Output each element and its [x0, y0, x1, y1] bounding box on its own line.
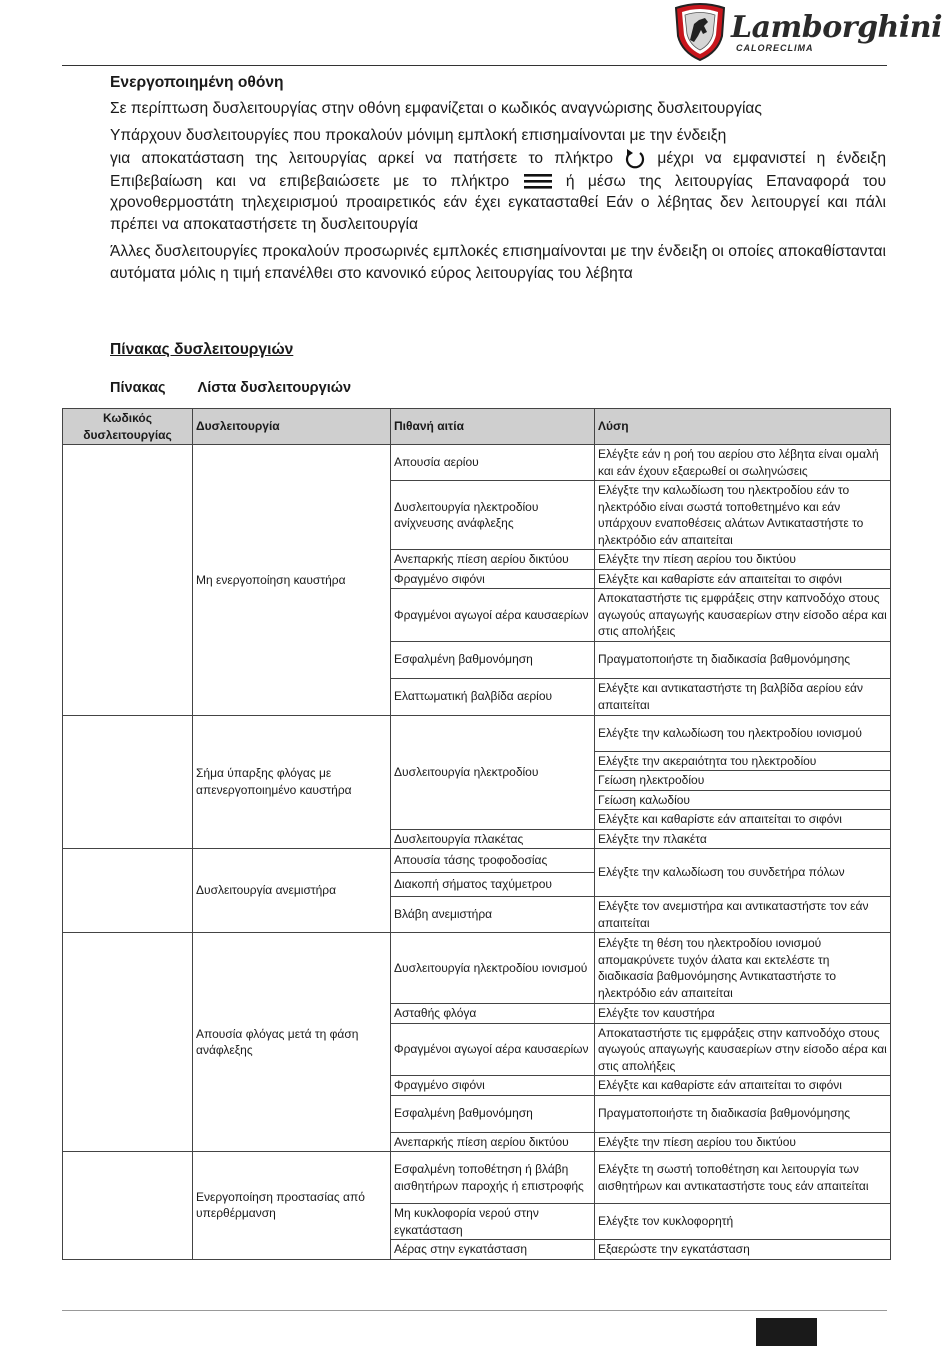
- cause-cell: Απουσία τάσης τροφοδοσίας: [391, 849, 595, 873]
- solution-cell: Ελέγξτε και αντικαταστήστε τη βαλβίδα αερίου εάν απαιτείται: [595, 678, 891, 715]
- table-caption: [110, 380, 383, 396]
- cause-cell: Φραγμένοι αγωγοί αέρα καυσαερίων: [391, 589, 595, 642]
- fault-cell: Δυσλειτουργία ανεμιστήρα: [193, 849, 391, 933]
- cause-cell: Ελαττωματική βαλβίδα αερίου: [391, 678, 595, 715]
- brand-sub: CALORECLIMA: [736, 43, 814, 53]
- fault-code-cell: [63, 933, 193, 1152]
- table-caption-label: Πίνακας: [110, 380, 166, 396]
- cause-cell: Ανεπαρκής πίεση αερίου δικτύου: [391, 1132, 595, 1152]
- solution-cell: Αποκαταστήστε τις εμφράξεις στην καπνοδόχο στους αγωγούς απαγωγής καυσαερίων στην είσοδο αέρα και στις απολήξεις: [595, 1023, 891, 1076]
- header-code: Κωδικός δυσλειτουργίας: [63, 409, 193, 445]
- solution-cell: Αποκαταστήστε τις εμφράξεις στην καπνοδόχο στους αγωγούς απαγωγής καυσαερίων στην είσοδο αέρα και στις απολήξεις: [595, 589, 891, 642]
- table-row: [63, 849, 891, 873]
- intro-p2-a: Υπάρχουν δυσλειτουργίες που προκαλούν μόνιμη εμπλοκή επισημαίνονται με την ένδειξη: [110, 127, 727, 144]
- cause-cell: Φραγμένο σιφόνι: [391, 569, 595, 589]
- page-number-box: [756, 1318, 817, 1346]
- solution-cell: Ελέγξτε τον κυκλοφορητή: [595, 1204, 891, 1240]
- cause-cell: Μη κυκλοφορία νερού στην εγκατάσταση: [391, 1204, 595, 1240]
- lamborghini-shield-icon: [672, 2, 728, 62]
- intro-section: [110, 72, 886, 290]
- cause-cell: Δυσλειτουργία ηλεκτροδίου: [391, 715, 595, 829]
- table-row: [63, 715, 891, 751]
- fault-cell: Ενεργοποίηση προστασίας από υπερθέρμανση: [193, 1152, 391, 1260]
- fault-code-cell: [63, 715, 193, 849]
- intro-paragraph-2: [110, 125, 886, 235]
- solution-cell: Ελέγξτε την πίεση αερίου του δικτύου: [595, 550, 891, 570]
- cause-cell: Αέρας στην εγκατάσταση: [391, 1240, 595, 1260]
- header-solution: Λύση: [595, 409, 891, 445]
- cause-cell: Δυσλειτουργία ηλεκτροδίου ανίχνευσης ανάφλεξης: [391, 481, 595, 550]
- solution-cell: Πραγματοποιήστε τη διαδικασία βαθμονόμησης: [595, 1095, 891, 1132]
- solution-cell: Ελέγξτε την καλωδίωση του ηλεκτροδίου ιονισμού: [595, 715, 891, 751]
- menu-lines-icon: [523, 172, 553, 190]
- table-header-row: [63, 409, 891, 445]
- intro-paragraph-1: Σε περίπτωση δυσλειτουργίας στην οθόνη εμφανίζεται ο κωδικός αναγνώρισης δυσλειτουργίας: [110, 99, 762, 117]
- cause-cell: Εσφαλμένη βαθμονόμηση: [391, 641, 595, 678]
- solution-cell: Ελέγξτε και καθαρίστε εάν απαιτείται το σιφόνι: [595, 810, 891, 830]
- solution-cell: Ελέγξτε και καθαρίστε εάν απαιτείται το σιφόνι: [595, 1076, 891, 1096]
- fault-code-cell: [63, 445, 193, 716]
- solution-cell: Ελέγξτε την πλακέτα: [595, 829, 891, 849]
- solution-cell: Ελέγξτε τη θέση του ηλεκτροδίου ιονισμού απομακρύνετε τυχόν άλατα και εκτελέστε τη διαδικασία βαθμονόμησης Αντικαταστήστε το ηλεκτρόδιο εάν απαιτείται: [595, 933, 891, 1004]
- solution-cell: Ελέγξτε τη σωστή τοποθέτηση και λειτουργία των αισθητήρων και αντικαταστήστε τους εάν απαιτείται: [595, 1152, 891, 1204]
- intro-p2-c: μέχρι να εμφανιστεί η ένδειξη Επιβεβαίωση και να επιβεβαιώσετε με το πλήκτρο: [110, 149, 886, 190]
- header-divider: [62, 65, 887, 66]
- cause-cell: Ασταθής φλόγα: [391, 1004, 595, 1024]
- fault-code-cell: [63, 1152, 193, 1260]
- solution-cell: Ελέγξτε την καλωδίωση του ηλεκτροδίου εάν το ηλεκτρόδιο είναι σωστά τοποθετημένο και εάν υπάρχουν εναποθέσεις αλάτων Αντικαταστήστε το ηλεκτρόδιο εάν απαιτείται: [595, 481, 891, 550]
- solution-cell: Γείωση καλωδίου: [595, 790, 891, 810]
- cause-cell: Φραγμένο σιφόνι: [391, 1076, 595, 1096]
- cause-cell: Διακοπή σήματος ταχύμετρου: [391, 873, 595, 897]
- cause-cell: Βλάβη ανεμιστήρα: [391, 897, 595, 933]
- solution-cell: Ελέγξτε την καλωδίωση του συνδετήρα πόλων: [595, 849, 891, 897]
- fault-code-cell: [63, 849, 193, 933]
- table-row: [63, 1152, 891, 1204]
- cause-cell: Φραγμένοι αγωγοί αέρα καυσαερίων: [391, 1023, 595, 1076]
- reset-arrow-icon: [624, 147, 646, 171]
- solution-cell: Ελέγξτε τον ανεμιστήρα και αντικαταστήστε τον εάν απαιτείται: [595, 897, 891, 933]
- intro-heading: Ενεργοποιημένη οθόνη: [110, 74, 284, 91]
- intro-paragraph-3: Άλλες δυσλειτουργίες προκαλούν προσωρινές εμπλοκές επισημαίνονται με την ένδειξη οι οποίες αποκαθίστανται αυτόματα μόλις η τιμή επανέλθει στο κανονικό εύρος λειτουργίας του λέβητα: [110, 243, 886, 282]
- table-row: [63, 933, 891, 1004]
- solution-cell: Γείωση ηλεκτροδίου: [595, 771, 891, 791]
- intro-p2-d: ή μέσω της λειτουργίας Επαναφορά του χρονοθερμοστάτη τηλεχειρισμού προαιρετικός εάν έχει εγκατασταθεί Εάν ο λέβητας δεν λειτουργεί και πάλι πρέπει να αποκαταστήσετε τη δυσλειτουργία: [110, 172, 886, 233]
- solution-cell: Ελέγξτε και καθαρίστε εάν απαιτείται το σιφόνι: [595, 569, 891, 589]
- cause-cell: Απουσία αερίου: [391, 445, 595, 481]
- table-caption-title: Λίστα δυσλειτουργιών: [197, 380, 352, 396]
- fault-cell: Μη ενεργοποίηση καυστήρα: [193, 445, 391, 716]
- solution-cell: Ελέγξτε την πίεση αερίου του δικτύου: [595, 1132, 891, 1152]
- section-title: Πίνακας δυσλειτουργιών: [110, 341, 294, 358]
- intro-p2-b: για αποκατάσταση της λειτουργίας αρκεί να πατήσετε το πλήκτρο: [110, 149, 613, 167]
- brand-name: Lamborghini: [731, 10, 942, 45]
- table-row: [63, 445, 891, 481]
- table-body: [63, 445, 891, 1260]
- fault-cell: Απουσία φλόγας μετά τη φάση ανάφλεξης: [193, 933, 391, 1152]
- fault-table: [62, 408, 891, 1260]
- cause-cell: Δυσλειτουργία ηλεκτροδίου ιονισμού: [391, 933, 595, 1004]
- cause-cell: Ανεπαρκής πίεση αερίου δικτύου: [391, 550, 595, 570]
- solution-cell: Ελέγξτε εάν η ροή του αερίου στο λέβητα είναι ομαλή και εάν έχουν εξαερωθεί οι σωληνώσεις: [595, 445, 891, 481]
- solution-cell: Πραγματοποιήστε τη διαδικασία βαθμονόμησης: [595, 641, 891, 678]
- footer-divider: [62, 1310, 887, 1311]
- fault-cell: Σήμα ύπαρξης φλόγας με απενεργοποιημένο καυστήρα: [193, 715, 391, 849]
- solution-cell: Εξαερώστε την εγκατάσταση: [595, 1240, 891, 1260]
- header-fault: Δυσλειτουργία: [193, 409, 391, 445]
- solution-cell: Ελέγξτε τον καυστήρα: [595, 1004, 891, 1024]
- cause-cell: Εσφαλμένη τοποθέτηση ή βλάβη αισθητήρων παροχής ή επιστροφής: [391, 1152, 595, 1204]
- cause-cell: Εσφαλμένη βαθμονόμηση: [391, 1095, 595, 1132]
- header-cause: Πιθανή αιτία: [391, 409, 595, 445]
- solution-cell: Ελέγξτε την ακεραιότητα του ηλεκτροδίου: [595, 751, 891, 771]
- cause-cell: Δυσλειτουργία πλακέτας: [391, 829, 595, 849]
